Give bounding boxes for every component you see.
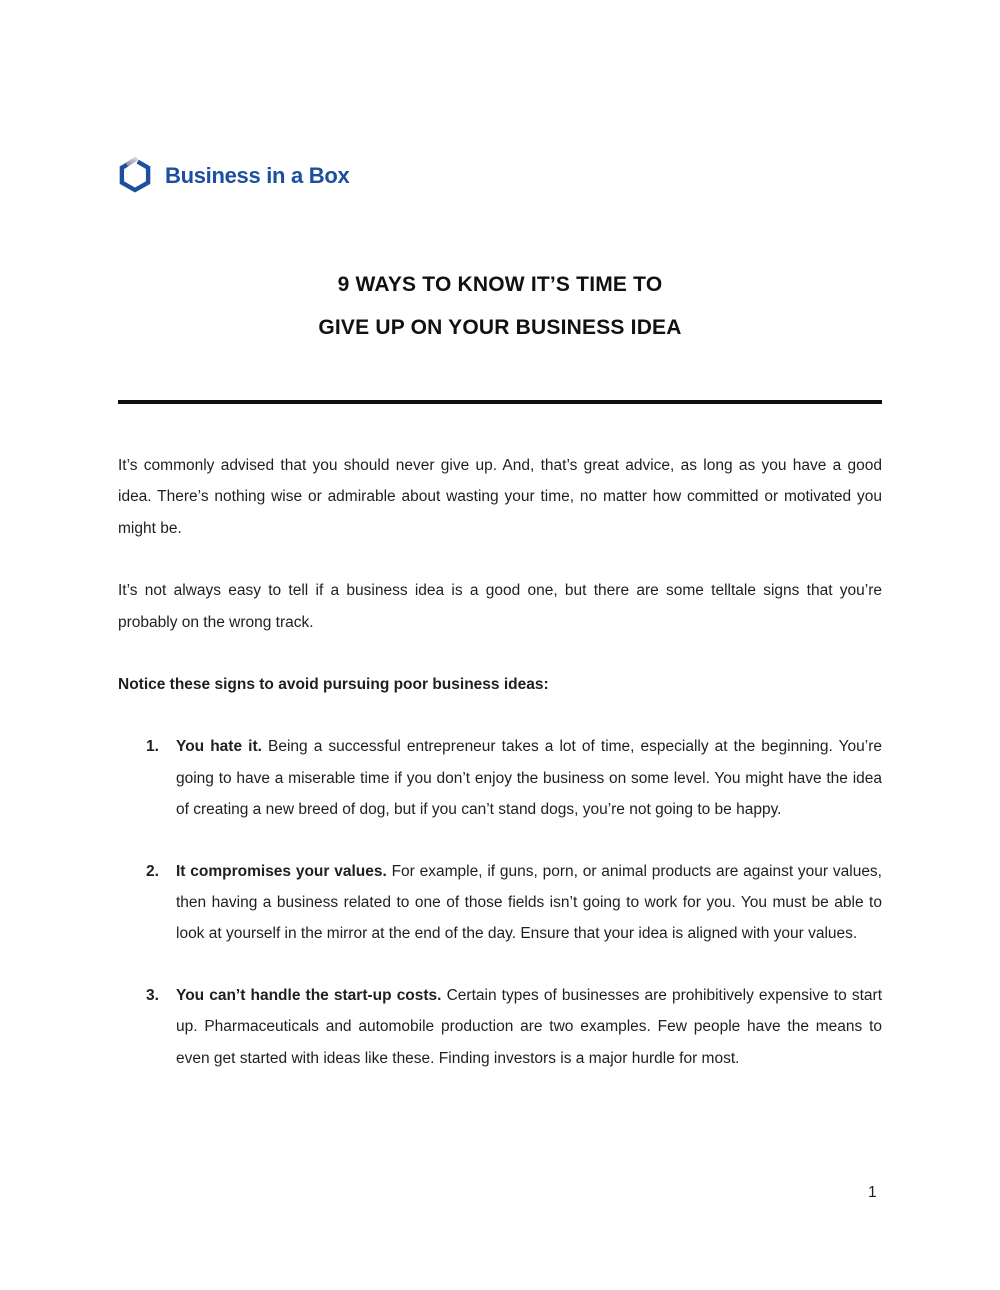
- list-item-lead: It compromises your values.: [176, 862, 387, 880]
- brand-logo: [114, 155, 349, 197]
- horizontal-rule: [118, 400, 882, 404]
- title-line-2: GIVE UP ON YOUR BUSINESS IDEA: [318, 316, 682, 339]
- list-item: [118, 856, 882, 950]
- title-line-1: 9 WAYS TO KNOW IT’S TIME TO: [337, 273, 663, 296]
- intro-paragraph-2: It’s not always easy to tell if a business idea is a good one, but there are some telltale signs that you’re probably on the wrong track.: [118, 582, 882, 631]
- business-in-a-box-logo-icon: [114, 155, 156, 197]
- list-item: [118, 731, 882, 825]
- page-number: 1: [868, 1184, 877, 1201]
- numbered-list: [118, 731, 882, 1074]
- list-item: [118, 980, 882, 1074]
- brand-name: Business in a Box: [165, 163, 350, 188]
- list-item-text: For example, if guns, porn, or animal products are against your values, then having a business related to one of those fields isn’t going to work for you. You must be able to look at yourself in the mirror at the end of the day. Ensure that your idea is aligned with your values.: [176, 862, 882, 943]
- list-item-lead: You can’t handle the start-up costs.: [176, 986, 442, 1004]
- list-item-number: 2.: [146, 862, 159, 880]
- document-title: [0, 263, 1000, 349]
- list-item-text: Being a successful entrepreneur takes a lot of time, especially at the beginning. You’re going to have a miserable time if you don’t enjoy the business on some level. You might have the idea of creating a new breed of dog, but if you can’t stand dogs, you’re not going to be happy.: [176, 738, 883, 819]
- list-heading: Notice these signs to avoid pursuing poor business ideas:: [118, 676, 549, 694]
- list-item-lead: You hate it.: [176, 738, 262, 756]
- intro-paragraph-1: It’s commonly advised that you should never give up. And, that’s great advice, as long as you have a good idea. There’s nothing wise or admirable about wasting your time, no matter how committed or motivated you might be.: [118, 457, 882, 537]
- document-body: [118, 450, 882, 1104]
- list-item-number: 3.: [146, 986, 159, 1004]
- list-item-text: Certain types of businesses are prohibitively expensive to start up. Pharmaceuticals and automobile production are two examples. Few people have the means to even get started with ideas like these. Finding investors is a major hurdle for most.: [176, 986, 882, 1067]
- list-item-number: 1.: [146, 738, 159, 756]
